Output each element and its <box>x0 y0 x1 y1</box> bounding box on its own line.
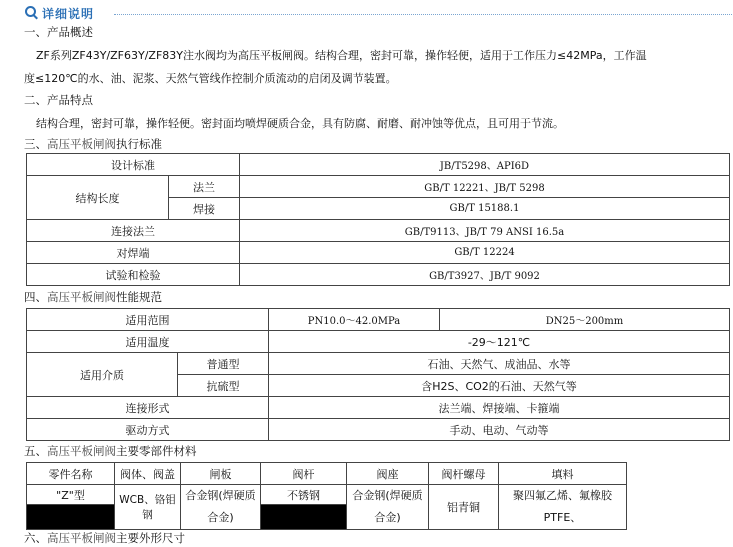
range-label: 适用范围 <box>27 309 269 331</box>
mat-value-gate: 合金钢(焊硬质合金) <box>181 485 261 530</box>
test-value: GB/T3927、JB/T 9092 <box>240 264 730 286</box>
design-label: 设计标准 <box>27 154 240 176</box>
heading-performance-num: 四、 <box>24 290 47 304</box>
overview-line-1: ZF系列ZF43Y/ZF63Y/ZF83Y注水阀均为高压平板闸阀。结构合理，密封可靠，操作轻便，适用于工作压力≤42MPa，工作温 <box>36 49 647 62</box>
search-icon <box>25 6 36 17</box>
heading-overview: 一、产品概述 <box>24 25 93 39</box>
flange-label: 法兰 <box>169 176 240 198</box>
dotted-divider <box>114 14 732 15</box>
redacted-block-2 <box>261 505 347 530</box>
heading-performance <box>24 289 162 305</box>
heading-features: 二、产品特点 <box>24 93 93 107</box>
heading-standards-num: 三、 <box>24 137 47 151</box>
heading-standards-text: 执行标准 <box>116 137 162 151</box>
standards-table <box>26 153 730 286</box>
heading-dimensions-text: 主要外形尺寸 <box>116 531 185 545</box>
flange-value: GB/T 12221、JB/T 5298 <box>240 176 730 198</box>
section-header <box>22 2 732 24</box>
conn-flange-label: 连接法兰 <box>27 220 240 242</box>
heading-performance-link[interactable]: 高压平板闸阀 <box>47 290 116 304</box>
drive-label: 驱动方式 <box>27 419 269 441</box>
heading-standards-link[interactable]: 高压平板闸阀 <box>47 137 116 151</box>
heading-materials-num: 五、 <box>24 444 47 458</box>
mat-header-part: 零件名称 <box>27 463 115 485</box>
mat-value-stem-nut: 铝青铜 <box>429 485 499 530</box>
redacted-block-1 <box>27 505 115 530</box>
performance-table <box>26 308 730 441</box>
design-value: JB/T5298、API6D <box>240 154 730 176</box>
heading-materials-link[interactable]: 高压平板闸阀 <box>47 444 116 458</box>
butt-weld-label: 对焊端 <box>27 242 240 264</box>
heading-performance-text: 性能规范 <box>116 290 162 304</box>
temp-value: -29～121℃ <box>269 331 730 353</box>
temp-label: 适用温度 <box>27 331 269 353</box>
medium-label: 适用介质 <box>27 353 178 397</box>
mat-header-seat: 阀座 <box>347 463 429 485</box>
heading-dimensions-num: 六、 <box>24 531 47 545</box>
mat-value-part: "Z"型 <box>27 485 115 505</box>
heading-dimensions <box>24 530 185 546</box>
weld-label: 焊接 <box>169 198 240 220</box>
test-label: 试验和检验 <box>27 264 240 286</box>
mat-header-stem: 阀杆 <box>261 463 347 485</box>
sulfur-value: 含H2S、CO2的石油、天然气等 <box>269 375 730 397</box>
length-label: 结构长度 <box>27 176 169 220</box>
mat-value-seat: 合金钢(焊硬质合金) <box>347 485 429 530</box>
heading-standards <box>24 136 162 152</box>
weld-value: GB/T 15188.1 <box>240 198 730 220</box>
range-pn: PN10.0～42.0MPa <box>269 309 440 331</box>
range-dn: DN25～200mm <box>440 309 730 331</box>
mat-header-packing: 填料 <box>499 463 627 485</box>
mat-value-stem: 不锈钢 <box>261 485 347 505</box>
conn-type-label: 连接形式 <box>27 397 269 419</box>
heading-materials <box>24 443 197 459</box>
mat-header-gate: 闸板 <box>181 463 261 485</box>
section-title: 详细说明 <box>42 7 95 21</box>
heading-dimensions-link[interactable]: 高压平板闸阀 <box>47 531 116 545</box>
features-line: 结构合理，密封可靠，操作轻便。密封面均喷焊硬质合金，具有防腐、耐磨、耐冲蚀等优点，且可用于节流。 <box>36 117 564 130</box>
heading-materials-text: 主要零部件材料 <box>116 444 197 458</box>
normal-value: 石油、天然气、成油品、水等 <box>269 353 730 375</box>
conn-flange-value: GB/T9113、JB/T 79 ANSI 16.5a <box>240 220 730 242</box>
drive-value: 手动、电动、气动等 <box>269 419 730 441</box>
mat-header-stem-nut: 阀杆螺母 <box>429 463 499 485</box>
butt-weld-value: GB/T 12224 <box>240 242 730 264</box>
normal-label: 普通型 <box>178 353 269 375</box>
materials-table <box>26 462 627 530</box>
mat-header-body: 阀体、阀盖 <box>115 463 181 485</box>
conn-type-value: 法兰端、焊接端、卡箍端 <box>269 397 730 419</box>
mat-value-body: WCB、铬钼钢 <box>115 485 181 530</box>
overview-line-2: 度≤120℃的水、油、泥浆、天然气管线作控制介质流动的启闭及调节装置。 <box>24 72 397 85</box>
sulfur-label: 抗硫型 <box>178 375 269 397</box>
mat-value-packing: 聚四氟乙烯、氟橡胶PTFE、 <box>499 485 627 530</box>
